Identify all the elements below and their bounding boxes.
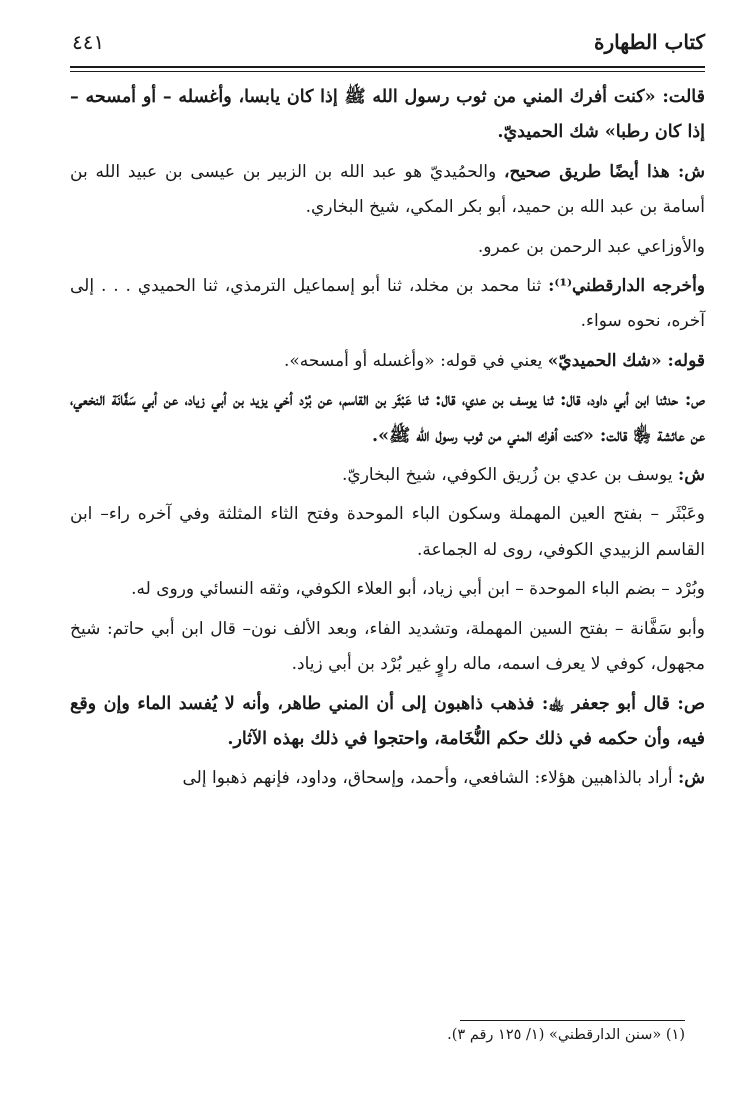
page-number: ٤٤١ — [72, 30, 105, 54]
paragraph-narrator-bio: وأبو سَفَّانة – بفتح السين المهملة، وتشديد الفاء، وبعد الألف نون– قال ابن أبي حاتم: شيخ مجهول، كوفي لا يعرف اسمه، ماله راوٍ غير بُرْد بن أبي زياد. — [70, 618, 705, 675]
paragraph-takhrij: وأخرجه الدارقطني⁽¹⁾: ثنا محمد بن مخلد، ثنا أبو إسماعيل الترمذي، ثنا الحميدي . . . إلى آخره، نحوه سواء. — [70, 276, 705, 332]
paragraph-narrator: والأوزاعي عبد الرحمن بن عمرو. — [477, 236, 705, 257]
header-rule-thin — [70, 71, 705, 72]
chapter-title: كتاب الطهارة — [594, 30, 705, 54]
footnote-rule — [460, 1020, 685, 1021]
page-body — [70, 80, 705, 797]
page-header — [70, 28, 705, 62]
paragraph-narrator-bio: وعَبْثَر – بفتح العين المهملة وسكون الباء الموحدة وفتح الثاء المثلثة وفي آخره راء– ابن القاسم الزبيدي الكوفي، روى له الجماعة. — [70, 504, 705, 560]
page — [70, 28, 705, 797]
paragraph-commentary: ش: أراد بالذاهبين هؤلاء: الشافعي، وأحمد، وإسحاق، وداود، فإنهم ذهبوا إلى — [182, 768, 705, 789]
paragraph-narrator-bio: وبُرْد – بضم الباء الموحدة – ابن أبي زياد، أبو العلاء الكوفي، وثقه النسائي وروى له. — [131, 579, 705, 600]
paragraph-isnad: ص: حدثنا ابن أبي داود، قال: ثنا يوسف بن عدي، قال: ثنا عَبْثَر بن القاسم، عن بُرْد أخي يزيد بن أبي زياد، عن أبي سَفَّانَة النخعي، عن عائشة ﵂ قالت: «كنت أفرك المني من ثوب رسول الله ﷺ». — [70, 390, 705, 446]
header-rule — [70, 66, 705, 68]
paragraph-commentary: ش: هذا أيضًا طريق صحيح، والحمُيديّ هو عبد الله بن الزبير بن عيسى بن عبيد الله بن أسامة بن عبد الله بن حميد، أبو بكر المكي، شيخ البخاري. — [70, 161, 705, 218]
paragraph-narrator-bio: ش: يوسف بن عدي بن زُريق الكوفي، شيخ البخاريّ. — [342, 465, 705, 486]
paragraph-explanation: قوله: «شك الحميديّ» يعني في قوله: «وأغسله أو أمسحه». — [283, 350, 705, 371]
paragraph-tahawi-statement: ص: قال أبو جعفر ﵀: فذهب ذاهبون إلى أن المني طاهر، وأنه لا يُفسد الماء وإن وقع فيه، وأن حكمه في ذلك حكم النُّخَامة، واحتجوا في ذلك بهذه الآثار. — [70, 693, 705, 749]
paragraph-hadith-text: قالت: «كنت أفرك المني من ثوب رسول الله ﷺ إذا كان يابسا، وأغسله – أو أمسحه – إذا كان رطبا» شك الحميديّ. — [70, 87, 705, 143]
footnote: (١) «سنن الدارقطني» (١/ ١٢٥ رقم ٣). — [447, 1027, 685, 1043]
